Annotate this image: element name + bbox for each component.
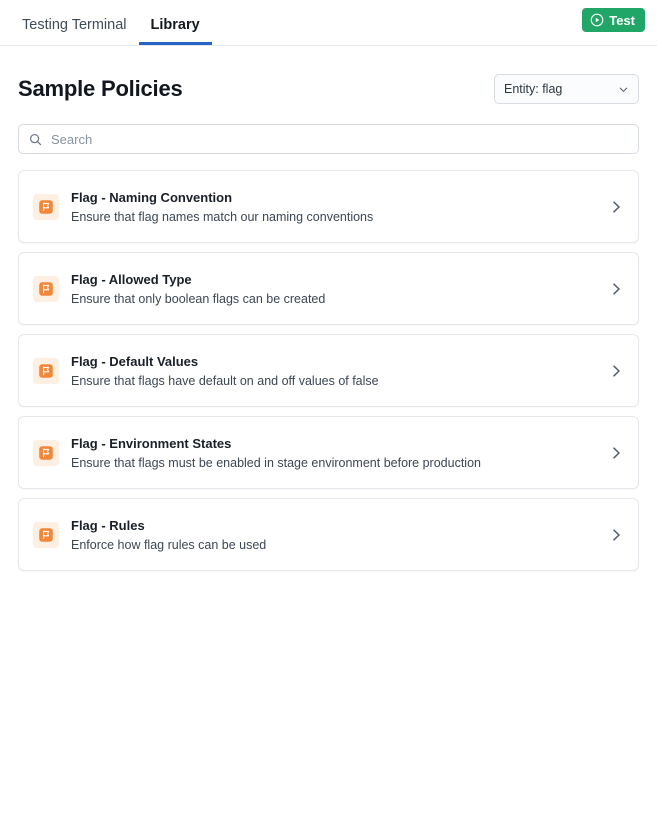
table-row[interactable] bbox=[18, 416, 639, 489]
page-title: Sample Policies bbox=[18, 76, 183, 101]
test-button-label: Test bbox=[609, 12, 635, 28]
top-bar bbox=[0, 0, 657, 46]
policy-title: Flag - Environment States bbox=[71, 435, 232, 451]
tab-bar bbox=[10, 0, 212, 45]
policy-flag-icon bbox=[33, 440, 59, 466]
tab-testing-terminal[interactable] bbox=[10, 18, 139, 46]
chevron-right-icon[interactable] bbox=[608, 199, 624, 215]
policy-flag-icon bbox=[33, 276, 59, 302]
policy-title: Flag - Default Values bbox=[71, 353, 199, 369]
policy-list bbox=[18, 170, 639, 571]
entity-select[interactable] bbox=[494, 74, 639, 104]
policy-title: Flag - Allowed Type bbox=[71, 271, 192, 287]
policy-text bbox=[71, 436, 481, 470]
table-row[interactable] bbox=[18, 252, 639, 325]
policy-flag-icon bbox=[33, 194, 59, 220]
search-input[interactable] bbox=[51, 132, 628, 147]
policy-text bbox=[71, 190, 373, 224]
policy-description: Ensure that flag names match our naming conventions bbox=[71, 209, 374, 224]
chevron-right-icon[interactable] bbox=[608, 527, 624, 543]
policy-text bbox=[71, 518, 266, 552]
policy-description: Ensure that flags must be enabled in stage environment before production bbox=[71, 455, 481, 470]
table-row[interactable] bbox=[18, 170, 639, 243]
entity-select-value: Entity: flag bbox=[504, 82, 563, 96]
tab-testing-terminal-label: Testing Terminal bbox=[22, 16, 127, 33]
policy-flag-icon bbox=[33, 358, 59, 384]
policy-title: Flag - Rules bbox=[71, 517, 145, 533]
page-header bbox=[0, 46, 657, 104]
chevron-right-icon[interactable] bbox=[608, 363, 624, 379]
tab-library[interactable] bbox=[139, 18, 212, 46]
tab-library-label: Library bbox=[150, 16, 200, 33]
chevron-down-icon bbox=[618, 84, 629, 95]
policy-text bbox=[71, 354, 379, 388]
chevron-right-icon[interactable] bbox=[608, 445, 624, 461]
table-row[interactable] bbox=[18, 334, 639, 407]
policy-description: Ensure that flags have default on and off values of false bbox=[71, 373, 379, 388]
search-icon bbox=[29, 133, 42, 146]
policy-flag-icon bbox=[33, 522, 59, 548]
test-button[interactable] bbox=[582, 8, 645, 32]
policy-text bbox=[71, 272, 325, 306]
search-bar[interactable] bbox=[18, 124, 639, 154]
policy-description: Ensure that only boolean flags can be created bbox=[71, 291, 326, 306]
chevron-right-icon[interactable] bbox=[608, 281, 624, 297]
policy-description: Enforce how flag rules can be used bbox=[71, 537, 267, 552]
table-row[interactable] bbox=[18, 498, 639, 571]
policy-title: Flag - Naming Convention bbox=[71, 189, 233, 205]
play-circle-icon bbox=[590, 13, 604, 27]
